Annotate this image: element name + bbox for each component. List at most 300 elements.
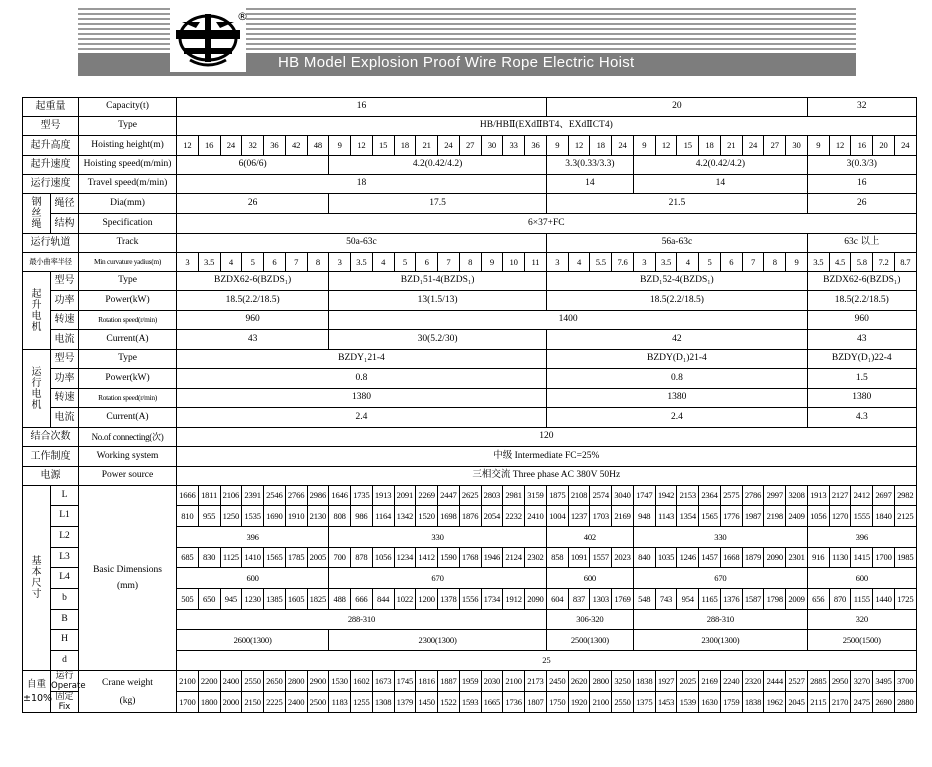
row-label-en: Capacity(t): [79, 98, 177, 117]
value-cell: 2124: [503, 548, 525, 568]
table-row: [23, 117, 917, 136]
table-row: [23, 389, 917, 408]
row-label-en: Dia(mm): [79, 194, 177, 214]
value-cell: 600: [546, 568, 633, 589]
value-cell: BZD₁51-4(BZDS₁): [329, 272, 547, 291]
value-cell: 8: [459, 253, 481, 272]
weight-type-cn: 运行: [55, 671, 74, 681]
row-label-en: Power(kW): [79, 291, 177, 311]
weight-type-cn: 固定: [55, 692, 74, 702]
value-cell: 2412: [851, 486, 873, 506]
table-row: [23, 369, 917, 389]
value-cell: 32: [242, 136, 264, 156]
value-cell: 1593: [459, 692, 481, 713]
value-cell: 1164: [372, 506, 394, 527]
value-cell: 1816: [416, 671, 438, 692]
value-cell: 30(5.2/30): [329, 330, 547, 350]
table-row: [23, 330, 917, 350]
basic-dimensions-text: Basic Dimensions: [93, 565, 162, 575]
value-cell: 4.2(0.42/4.2): [633, 156, 807, 175]
table-row: [23, 136, 917, 156]
value-cell: 1130: [829, 548, 851, 568]
value-cell: 2803: [481, 486, 503, 506]
company-logo: [170, 8, 246, 72]
value-cell: 2500(1500): [807, 630, 916, 651]
value-cell: 1453: [655, 692, 677, 713]
value-cell: 42: [546, 330, 807, 350]
value-cell: 12: [829, 136, 851, 156]
value-cell: 916: [807, 548, 829, 568]
row-label-cn: [51, 671, 86, 692]
value-cell: 1750: [546, 692, 568, 713]
value-cell: 2885: [807, 671, 829, 692]
value-cell: 21: [416, 136, 438, 156]
value-cell: 1913: [372, 486, 394, 506]
value-cell: 5: [394, 253, 416, 272]
table-row: [23, 467, 917, 486]
value-cell: 2546: [264, 486, 286, 506]
value-cell: 30: [786, 136, 808, 156]
value-cell: 1745: [394, 671, 416, 692]
value-cell: 27: [764, 136, 786, 156]
registered-mark: ®: [237, 10, 248, 23]
value-cell: 1270: [829, 506, 851, 527]
value-cell: 2364: [699, 486, 721, 506]
row-label-en: Type: [79, 117, 177, 136]
dimension-key: b: [51, 589, 79, 610]
value-cell: 600: [807, 568, 916, 589]
value-cell: 1840: [873, 506, 895, 527]
value-cell: BZDX62-6(BZDS₁): [177, 272, 329, 291]
row-label-en: Rotation speed(r/min): [79, 389, 177, 408]
value-cell: 1785: [285, 548, 307, 568]
value-cell: 1457: [699, 548, 721, 568]
value-cell: 1234: [394, 548, 416, 568]
value-cell: 36: [264, 136, 286, 156]
value-cell: 1230: [242, 589, 264, 610]
value-cell: 2410: [525, 506, 547, 527]
value-cell: 16: [851, 136, 873, 156]
value-cell: 48: [307, 136, 329, 156]
value-cell: 6: [720, 253, 742, 272]
table-cell: [23, 486, 51, 671]
value-cell: 2800: [590, 671, 612, 692]
value-cell: 5.5: [590, 253, 612, 272]
value-cell: 1646: [329, 486, 351, 506]
value-cell: 320: [807, 610, 916, 630]
value-cell: 2697: [873, 486, 895, 506]
value-cell: 3: [177, 253, 199, 272]
value-cell: 2950: [829, 671, 851, 692]
value-cell: 63c 以上: [807, 234, 916, 253]
value-cell: 30: [481, 136, 503, 156]
value-cell: 1630: [699, 692, 721, 713]
row-label-cn: 电流: [51, 330, 79, 350]
value-cell: 21.5: [546, 194, 807, 214]
value-cell: 1410: [242, 548, 264, 568]
row-label-cn: 结构: [51, 214, 79, 234]
value-cell: 2690: [873, 692, 895, 713]
value-cell: 20: [546, 98, 807, 117]
value-cell: 8: [307, 253, 329, 272]
value-cell: 3: [546, 253, 568, 272]
value-cell: 中级 Intermediate FC=25%: [177, 447, 917, 467]
value-cell: 1530: [329, 671, 351, 692]
value-cell: 2650: [264, 671, 286, 692]
value-cell: 1927: [655, 671, 677, 692]
value-cell: 3700: [894, 671, 916, 692]
value-cell: BZDY₁21-4: [177, 350, 547, 369]
value-cell: 2005: [307, 548, 329, 568]
value-cell: 7.2: [873, 253, 895, 272]
value-cell: 3: [633, 253, 655, 272]
row-label-cn: 型号: [51, 272, 79, 291]
value-cell: 1838: [742, 692, 764, 713]
table-row: [23, 428, 917, 447]
value-cell: 2997: [764, 486, 786, 506]
value-cell: 685: [177, 548, 199, 568]
value-cell: 1565: [264, 548, 286, 568]
row-label-cn: 电源: [23, 467, 79, 486]
value-cell: 2625: [459, 486, 481, 506]
value-cell: 120: [177, 428, 917, 447]
value-cell: 306-320: [546, 610, 633, 630]
row-label-cn: [51, 692, 79, 713]
value-cell: 24: [612, 136, 634, 156]
crane-weight-unit: (kg): [119, 695, 136, 706]
value-cell: 288-310: [633, 610, 807, 630]
value-cell: 15: [372, 136, 394, 156]
row-label-en: Rotation speed(r/min): [79, 311, 177, 330]
value-cell: 1985: [894, 548, 916, 568]
value-cell: 1155: [851, 589, 873, 610]
value-cell: 2090: [525, 589, 547, 610]
value-cell: 1920: [568, 692, 590, 713]
value-cell: 16: [177, 98, 547, 117]
value-cell: 1666: [177, 486, 199, 506]
value-cell: 56a-63c: [546, 234, 807, 253]
value-cell: 945: [220, 589, 242, 610]
row-label-en: Min curvature yadius(m): [79, 253, 177, 272]
value-cell: 1004: [546, 506, 568, 527]
value-cell: 1825: [307, 589, 329, 610]
value-cell: 2100: [177, 671, 199, 692]
value-cell: 1605: [285, 589, 307, 610]
value-cell: 2169: [699, 671, 721, 692]
value-cell: 2170: [829, 692, 851, 713]
row-label-cn: 运行速度: [23, 175, 79, 194]
table-row: [23, 234, 917, 253]
value-cell: 1800: [198, 692, 220, 713]
value-cell: 0.8: [177, 369, 547, 389]
value-cell: 604: [546, 589, 568, 610]
basic-dimensions-unit: (mm): [116, 581, 139, 591]
value-cell: 4.2(0.42/4.2): [329, 156, 547, 175]
value-cell: 7.6: [612, 253, 634, 272]
hoist-motor-group-label: 起升电机: [31, 288, 42, 333]
row-label-en: Power(kW): [79, 369, 177, 389]
value-cell: 1811: [198, 486, 220, 506]
value-cell: 11: [525, 253, 547, 272]
table-cell: [23, 350, 51, 428]
value-cell: 1378: [438, 589, 460, 610]
value-cell: 9: [807, 136, 829, 156]
value-cell: 2240: [720, 671, 742, 692]
value-cell: BZD₁52-4(BZDS₁): [546, 272, 807, 291]
crane-weight-label: [79, 671, 177, 713]
value-cell: 3: [329, 253, 351, 272]
table-row: [23, 291, 917, 311]
value-cell: 18: [699, 136, 721, 156]
value-cell: 3040: [612, 486, 634, 506]
value-cell: 1246: [677, 548, 699, 568]
row-label-en: Working system: [79, 447, 177, 467]
value-cell: 9: [786, 253, 808, 272]
value-cell: 33: [503, 136, 525, 156]
value-cell: 1725: [894, 589, 916, 610]
value-cell: 18: [394, 136, 416, 156]
value-cell: 21: [720, 136, 742, 156]
value-cell: 3(0.3/3): [807, 156, 916, 175]
value-cell: 3.5: [807, 253, 829, 272]
row-label-cn: 型号: [23, 117, 79, 136]
value-cell: 2169: [612, 506, 634, 527]
page-title: HB Model Explosion Proof Wire Rope Electric Hoist: [278, 54, 635, 71]
travel-motor-group-label: 运行电机: [31, 366, 42, 411]
value-cell: 2153: [677, 486, 699, 506]
value-cell: 1342: [394, 506, 416, 527]
value-cell: 1415: [851, 548, 873, 568]
value-cell: 18: [590, 136, 612, 156]
value-cell: 24: [894, 136, 916, 156]
value-cell: 14: [546, 175, 633, 194]
value-cell: 1798: [764, 589, 786, 610]
value-cell: BZDY(D₁)22-4: [807, 350, 916, 369]
value-cell: 1555: [851, 506, 873, 527]
row-label-en: Current(A): [79, 330, 177, 350]
value-cell: 1022: [394, 589, 416, 610]
value-cell: HB/HBⅡ(EXdⅡBT4、EXdⅡCT4): [177, 117, 917, 136]
value-cell: 1665: [481, 692, 503, 713]
value-cell: 1942: [655, 486, 677, 506]
value-cell: 505: [177, 589, 199, 610]
row-label-cn: 绳径: [51, 194, 79, 214]
value-cell: 808: [329, 506, 351, 527]
value-cell: 2200: [198, 671, 220, 692]
row-label-cn: 结合次数: [23, 428, 79, 447]
rope-group-label: 钢丝绳: [31, 197, 42, 230]
value-cell: 1440: [873, 589, 895, 610]
value-cell: 396: [177, 527, 329, 548]
value-cell: 1522: [438, 692, 460, 713]
value-cell: 2150: [242, 692, 264, 713]
value-cell: 2115: [807, 692, 829, 713]
value-cell: 26: [177, 194, 329, 214]
value-cell: 1375: [633, 692, 655, 713]
value-cell: 1668: [720, 548, 742, 568]
value-cell: 6×37+FC: [177, 214, 917, 234]
value-cell: 858: [546, 548, 568, 568]
value-cell: 7: [742, 253, 764, 272]
value-cell: 2269: [416, 486, 438, 506]
value-cell: 844: [372, 589, 394, 610]
value-cell: 1879: [742, 548, 764, 568]
value-cell: 2045: [786, 692, 808, 713]
value-cell: 2409: [786, 506, 808, 527]
value-cell: 1165: [699, 589, 721, 610]
value-cell: 18: [177, 175, 547, 194]
basic-dimensions-group-label: 基本尺寸: [31, 556, 42, 600]
value-cell: 1912: [503, 589, 525, 610]
value-cell: 4: [372, 253, 394, 272]
value-cell: 396: [807, 527, 916, 548]
row-label-en: Type: [79, 350, 177, 369]
value-cell: 17.5: [329, 194, 547, 214]
value-cell: 2301: [786, 548, 808, 568]
value-cell: 2198: [764, 506, 786, 527]
dimension-key: d: [51, 651, 79, 671]
value-cell: 2600(1300): [177, 630, 329, 651]
logo-emblem-icon: [170, 8, 246, 72]
value-cell: 5: [242, 253, 264, 272]
value-cell: 2023: [612, 548, 634, 568]
value-cell: 0.8: [546, 369, 807, 389]
value-cell: 1125: [220, 548, 242, 568]
value-cell: 1946: [481, 548, 503, 568]
row-label-cn: 起重量: [23, 98, 79, 117]
table-row: [23, 98, 917, 117]
value-cell: 830: [198, 548, 220, 568]
value-cell: 2450: [546, 671, 568, 692]
value-cell: 1539: [677, 692, 699, 713]
value-cell: 670: [633, 568, 807, 589]
value-cell: 1056: [372, 548, 394, 568]
value-cell: 2025: [677, 671, 699, 692]
value-cell: 15: [677, 136, 699, 156]
value-cell: 2880: [894, 692, 916, 713]
table-row: [23, 214, 917, 234]
value-cell: 650: [198, 589, 220, 610]
value-cell: 1875: [546, 486, 568, 506]
dimension-key: L: [51, 486, 79, 506]
value-cell: 1769: [612, 589, 634, 610]
value-cell: 12: [351, 136, 373, 156]
row-label-cn: 转速: [51, 389, 79, 408]
value-cell: 2100: [590, 692, 612, 713]
row-label-cn: 最小曲率半径: [23, 253, 79, 272]
value-cell: 4: [677, 253, 699, 272]
weight-type-en: Fix: [58, 702, 71, 712]
value-cell: 2100: [503, 671, 525, 692]
value-cell: 870: [829, 589, 851, 610]
value-cell: 8.7: [894, 253, 916, 272]
dimension-key: L4: [51, 568, 79, 589]
page-header: [0, 0, 932, 86]
value-cell: 3.5: [198, 253, 220, 272]
value-cell: 4: [220, 253, 242, 272]
value-cell: 1700: [177, 692, 199, 713]
value-cell: 3270: [851, 671, 873, 692]
value-cell: 288-310: [177, 610, 547, 630]
value-cell: 666: [351, 589, 373, 610]
value-cell: 3208: [786, 486, 808, 506]
value-cell: 18.5(2.2/18.5): [807, 291, 916, 311]
value-cell: 656: [807, 589, 829, 610]
value-cell: 2130: [307, 506, 329, 527]
table-cell: [23, 272, 51, 350]
value-cell: 600: [177, 568, 329, 589]
value-cell: 1913: [807, 486, 829, 506]
value-cell: 2320: [742, 671, 764, 692]
table-row: [23, 311, 917, 330]
value-cell: 1056: [807, 506, 829, 527]
table-row: [23, 447, 917, 467]
value-cell: 6: [416, 253, 438, 272]
value-cell: 1838: [633, 671, 655, 692]
value-cell: 1735: [351, 486, 373, 506]
dimension-key: L1: [51, 506, 79, 527]
value-cell: 4: [568, 253, 590, 272]
value-cell: 1535: [242, 506, 264, 527]
row-label-cn: 运行轨道: [23, 234, 79, 253]
value-cell: 2400: [285, 692, 307, 713]
value-cell: 948: [633, 506, 655, 527]
value-cell: 2575: [720, 486, 742, 506]
spec-table: [22, 97, 917, 713]
value-cell: 12: [177, 136, 199, 156]
value-cell: 2054: [481, 506, 503, 527]
table-row: [23, 194, 917, 214]
value-cell: 14: [633, 175, 807, 194]
value-cell: 840: [633, 548, 655, 568]
value-cell: 1565: [699, 506, 721, 527]
value-cell: 1380: [807, 389, 916, 408]
table-row: [23, 156, 917, 175]
row-label-cn: 工作制度: [23, 447, 79, 467]
value-cell: 9: [546, 136, 568, 156]
table-row: [23, 408, 917, 428]
value-cell: 1450: [416, 692, 438, 713]
value-cell: 2127: [829, 486, 851, 506]
row-label-en: Hoisting speed(m/min): [79, 156, 177, 175]
dimension-key: L3: [51, 548, 79, 568]
value-cell: 1380: [177, 389, 547, 408]
value-cell: 1747: [633, 486, 655, 506]
value-cell: 43: [177, 330, 329, 350]
row-label-cn: 型号: [51, 350, 79, 369]
value-cell: 26: [807, 194, 916, 214]
value-cell: 2500(1300): [546, 630, 633, 651]
value-cell: 2900: [307, 671, 329, 692]
value-cell: 2225: [264, 692, 286, 713]
value-cell: 1400: [329, 311, 808, 330]
value-cell: 7: [285, 253, 307, 272]
value-cell: 2500: [307, 692, 329, 713]
value-cell: 3.5: [351, 253, 373, 272]
value-cell: 2091: [394, 486, 416, 506]
value-cell: 3.3(0.33/3.3): [546, 156, 633, 175]
value-cell: 1250: [220, 506, 242, 527]
value-cell: 2986: [307, 486, 329, 506]
value-cell: 2302: [525, 548, 547, 568]
value-cell: 1690: [264, 506, 286, 527]
value-cell: 24: [220, 136, 242, 156]
value-cell: 837: [568, 589, 590, 610]
value-cell: 1590: [438, 548, 460, 568]
value-cell: 810: [177, 506, 199, 527]
row-label-cn: 电流: [51, 408, 79, 428]
value-cell: 2000: [220, 692, 242, 713]
